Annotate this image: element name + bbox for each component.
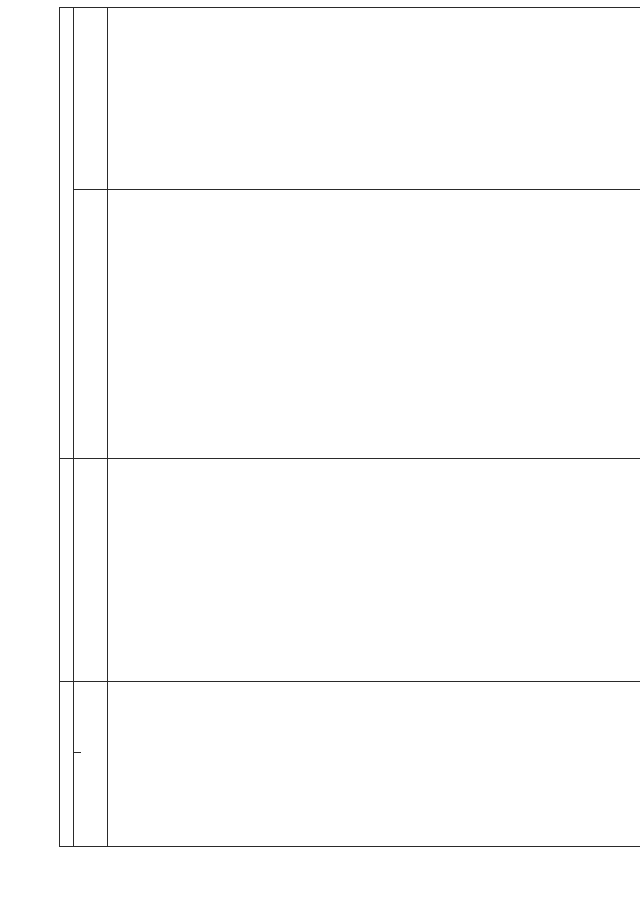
table-left-border — [59, 846, 640, 847]
table-top-border — [59, 7, 60, 847]
table-group-header-divider — [73, 7, 74, 847]
table-col1-divider — [59, 681, 640, 682]
table-margin-tick — [73, 752, 81, 753]
table-right-border — [59, 7, 640, 8]
table-col3-divider — [73, 189, 640, 190]
table-header-bottom-border — [107, 7, 108, 847]
table-col2-divider — [59, 458, 640, 459]
